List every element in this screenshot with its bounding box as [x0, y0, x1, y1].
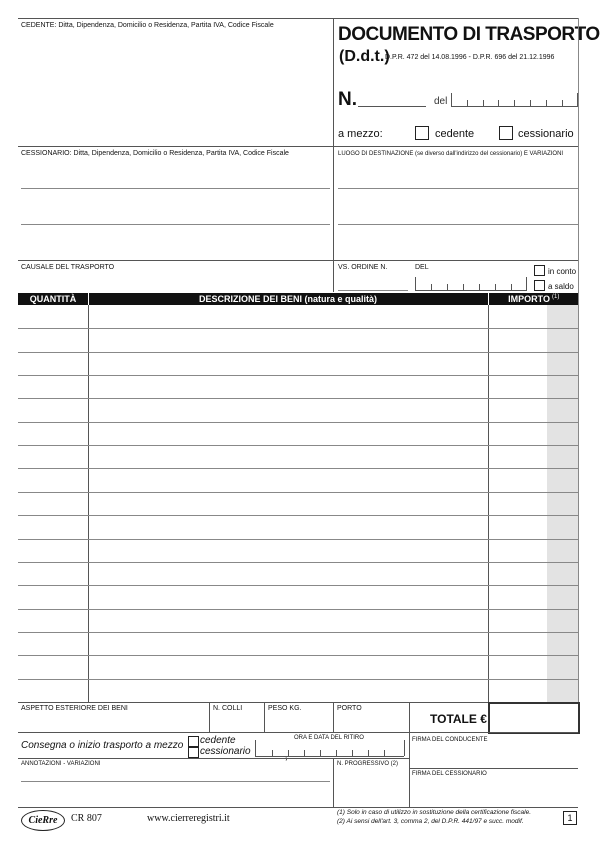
- header-cedente-option: cedente: [435, 128, 475, 140]
- table-row-rule: [18, 328, 578, 329]
- footer-divider: [333, 758, 334, 807]
- ordine-del-label: DEL: [415, 264, 429, 271]
- causale-top-rule: [18, 260, 578, 261]
- col-divider-quantita: [88, 305, 89, 702]
- totale-field[interactable]: [488, 702, 580, 734]
- table-row-rule: [18, 539, 578, 540]
- col-divider-importo: [488, 305, 489, 702]
- importo-cents-shade: [547, 305, 578, 702]
- footer-rule-3: [18, 758, 409, 759]
- table-row-rule: [18, 585, 578, 586]
- firma-conducente-label: FIRMA DEL CONDUCENTE: [412, 737, 488, 743]
- header-del-label: del: [434, 96, 448, 107]
- aspetto-label: ASPETTO ESTERIORE DEI BENI: [21, 705, 128, 712]
- cedente-label: CEDENTE: Ditta, Dipendenza, Domicilio o Residenza, Partita IVA, Codice Fiscale: [21, 22, 274, 29]
- a-mezzo-label: a mezzo:: [338, 128, 383, 140]
- n-colli-label: N. COLLI: [213, 705, 243, 712]
- footer-rule-4: [409, 768, 578, 769]
- table-row-rule: [18, 445, 578, 446]
- footer-cedente-option: cedente: [200, 735, 236, 746]
- col-importo-note: (1): [552, 294, 560, 300]
- porto-label: PORTO: [337, 705, 362, 712]
- doc-title: DOCUMENTO DI TRASPORTO: [338, 24, 600, 45]
- annotazioni-line[interactable]: [21, 781, 330, 782]
- cessionario-top-rule: [18, 146, 578, 147]
- number-label: N.: [338, 89, 357, 110]
- footer-divider: [409, 702, 410, 807]
- cessionario-line[interactable]: [21, 224, 330, 225]
- product-code: CR 807: [71, 813, 102, 824]
- table-row-rule: [18, 609, 578, 610]
- cessionario-line[interactable]: [21, 188, 330, 189]
- footer-divider: [333, 702, 334, 732]
- in-conto-checkbox[interactable]: [534, 265, 545, 276]
- footnote-1: (1) Solo in caso di utilizzo in sostituzione della certificazione fiscale.: [337, 809, 532, 816]
- header-col-divider: [488, 293, 489, 305]
- table-row-rule: [18, 398, 578, 399]
- col-importo-header: IMPORTO: [508, 294, 550, 304]
- col-descrizione-header: DESCRIZIONE DEI BENI (natura e qualità): [198, 294, 378, 304]
- ora-data-label: ORA E DATA DEL RITIRO: [294, 735, 364, 741]
- website-text: www.cierreregistri.it: [147, 813, 230, 824]
- header-cessionario-option: cessionario: [518, 128, 574, 140]
- footer-divider: [264, 702, 265, 732]
- page-number: 1: [563, 811, 577, 825]
- annotazioni-label: ANNOTAZIONI - VARIAZIONI: [21, 761, 101, 767]
- firma-cessionario-label: FIRMA DEL CESSIONARIO: [412, 771, 487, 777]
- table-row-rule: [18, 632, 578, 633]
- right-border: [578, 18, 579, 702]
- causale-label: CAUSALE DEL TRASPORTO: [21, 264, 115, 271]
- footer-cedente-checkbox[interactable]: [188, 736, 199, 747]
- destination-label: LUOGO DI DESTINAZIONE (se diverso dall'indirizzo del cessionario) E VARIAZIONI: [338, 151, 564, 157]
- table-row-rule: [18, 492, 578, 493]
- vs-ordine-label: VS. ORDINE N.: [338, 264, 388, 271]
- footer-rule-2: [18, 732, 578, 733]
- footnote-2: (2) Ai sensi dell'art. 3, comma 2, del D.P.R. 441/97 e succ. modif.: [337, 818, 524, 825]
- consegna-label: Consegna o inizio trasporto a mezzo: [21, 740, 184, 751]
- table-row-rule: [18, 468, 578, 469]
- footer-cessionario-checkbox[interactable]: [188, 747, 199, 758]
- col-quantita-header: QUANTITÀ: [29, 294, 77, 304]
- footer-bottom-rule: [18, 807, 578, 808]
- cierre-logo: CieRre: [21, 810, 65, 831]
- ordine-number-field[interactable]: [338, 290, 408, 291]
- n-progressivo-label: N. PROGRESSIVO (2): [337, 761, 399, 767]
- table-row-rule: [18, 375, 578, 376]
- cessionario-label: CESSIONARIO: Ditta, Dipendenza, Domicilio o Residenza, Partita IVA, Codice Fiscale: [21, 150, 289, 157]
- doc-abbrev: (D.d.t.): [339, 48, 390, 65]
- table-row-rule: [18, 679, 578, 680]
- totale-label: TOTALE €: [430, 712, 487, 726]
- a-saldo-checkbox[interactable]: [534, 280, 545, 291]
- footer-cessionario-option: cessionario: [200, 746, 251, 757]
- table-row-rule: [18, 562, 578, 563]
- table-row-rule: [18, 515, 578, 516]
- header-cessionario-checkbox[interactable]: [499, 126, 513, 140]
- dpr-reference: D.P.R. 472 del 14.08.1996 - D.P.R. 696 del 21.12.1996: [385, 54, 555, 61]
- header-cedente-checkbox[interactable]: [415, 126, 429, 140]
- number-field[interactable]: [358, 106, 426, 107]
- header-divider: [333, 18, 334, 292]
- table-row-rule: [18, 352, 578, 353]
- table-row-rule: [18, 422, 578, 423]
- destination-line[interactable]: [338, 224, 578, 225]
- header-col-divider: [88, 293, 89, 305]
- top-border: [18, 18, 578, 19]
- footer-divider: [209, 702, 210, 732]
- a-saldo-label: a saldo: [548, 282, 574, 291]
- in-conto-label: in conto: [548, 267, 577, 276]
- peso-label: PESO KG.: [268, 705, 302, 712]
- destination-line[interactable]: [338, 188, 578, 189]
- table-row-rule: [18, 655, 578, 656]
